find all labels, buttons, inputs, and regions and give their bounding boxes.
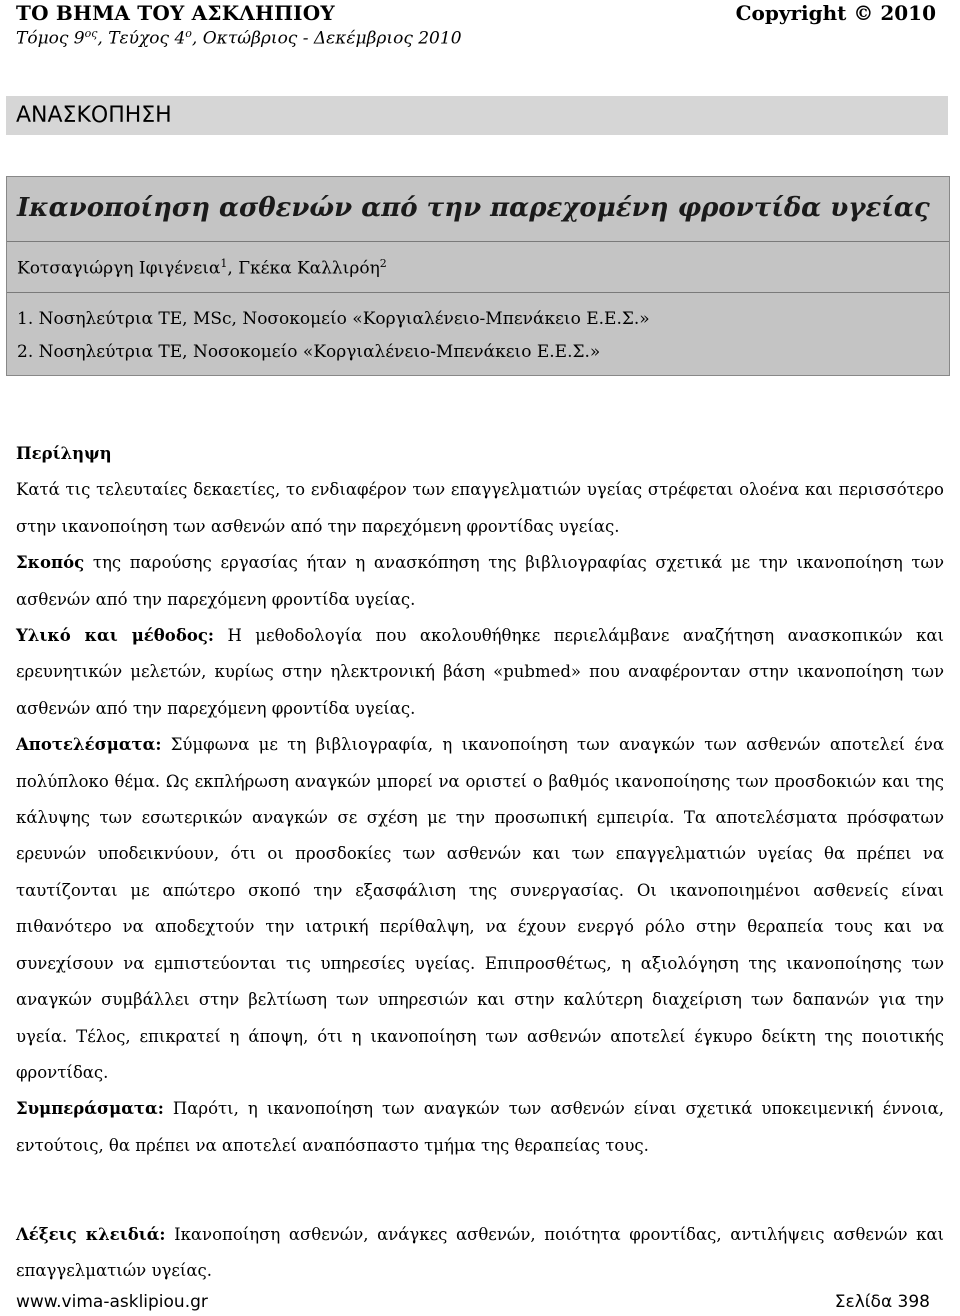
- title-divider: [7, 241, 949, 242]
- issue-volume-sup: ος: [84, 27, 98, 40]
- copyright-notice: Copyright © 2010: [735, 1, 936, 25]
- affiliation-2: 2. Νοσηλεύτρια ΤΕ, Νοσοκομείο «Κοργιαλένειο-Μπενάκειο Ε.Ε.Σ.»: [17, 342, 601, 362]
- abstract-heading: Περίληψη: [16, 444, 112, 463]
- keywords-label: Λέξεις κλειδιά:: [16, 1225, 166, 1244]
- issue-number-sup: ο: [185, 27, 192, 40]
- author-2-affiliation-mark: 2: [379, 257, 387, 270]
- abstract-methods: [16, 618, 944, 727]
- article-title-box: [6, 176, 950, 376]
- results-text: Σύμφωνα με τη βιβλιογραφία, η ικανοποίηση των αναγκών των ασθενών αποτελεί ένα πολύπλοκο θέμα. Ως εκπλήρωση αναγκών μπορεί να οριστεί ο βαθμός ικανοποίησης των προσδοκιών και της κάλυψης των εσωτερικών αναγκών σε σχέση με την προσωπική εμπειρία. Τα αποτελέσματα πρόσφατων ερευνών υποδεικνύουν, ότι οι προσδοκίες των ασθενών και των επαγγελματιών υγείας θα πρέπει να ταυτίζονται με απώτερο σκοπό την εξασφάλιση της συνεργασίας. Οι ικανοποιημένοι ασθενείς είναι πιθανότερο να αποδεχτούν την ιατρική περίθαλψη, να έχουν ενεργό ρόλο στην θεραπεία τους και να συνεχίσουν να εμπιστεύονται τις υπηρεσίες υγείας. Επιπροσθέτως, η αξιολόγηση της ικανοποίησης των αναγκών συμβάλλει στην βελτίωση των υπηρεσιών και στην καλύτερη διαχείριση των δαπανών για την υγεία. Τέλος, επικρατεί η άποψη, ότι η ικανοποίηση των ασθενών αποτελεί έγκυρο δείκτη της ποιοτικής φροντίδας.: [16, 735, 944, 1082]
- issue-number: , Τεύχος 4: [97, 28, 186, 49]
- methods-text: Η μεθοδολογία που ακολουθήθηκε περιελάμβανε αναζήτηση ανασκοπικών και ερευνητικών μελετών, κυρίως στην ηλεκτρονική βάση «pubmed» που αναφέρονταν στην ικανοποίηση των ασθενών από την παρεχόμενη φροντίδα υγείας.: [16, 626, 944, 718]
- methods-label: Υλικό και μέθοδος:: [16, 626, 214, 646]
- keywords: [16, 1217, 944, 1289]
- author-2: Γκέκα Καλλιρόη: [238, 258, 380, 279]
- abstract: [16, 436, 944, 1164]
- results-label: Αποτελέσματα:: [16, 735, 162, 755]
- author-1: Κοτσαγιώργη Ιφιγένεια: [17, 258, 221, 279]
- issue-line: [16, 27, 462, 49]
- article-title: Ικανοποίηση ασθενών από την παρεχομένη φροντίδα υγείας: [17, 193, 930, 223]
- conclusions-text: Παρότι, η ικανοποίηση των αναγκών των ασθενών είναι σχετικά υποκειμενική έννοια, εντούτοις, θα πρέπει να αποτελεί αναπόσπαστο τμήμα της θεραπείας τους.: [16, 1099, 944, 1155]
- issue-period: , Οκτώβριος - Δεκέμβριος 2010: [191, 28, 462, 49]
- abstract-results: [16, 727, 944, 1091]
- abstract-aim: [16, 545, 944, 618]
- author-1-affiliation-mark: 1: [220, 257, 228, 270]
- journal-title: ΤΟ ΒΗΜΑ ΤΟΥ ΑΣΚΛΗΠΙΟΥ: [16, 1, 335, 25]
- footer-page-number: Σελίδα 398: [834, 1292, 930, 1312]
- section-label: ΑΝΑΣΚΟΠΗΣΗ: [6, 96, 948, 135]
- author-line: [17, 257, 387, 279]
- aim-text: της παρούσης εργασίας ήταν η ανασκόπηση της βιβλιογραφίας σχετικά με την ικανοποίηση των ασθενών από την παρεχόμενη φροντίδα υγείας.: [16, 553, 944, 609]
- issue-volume: Τόμος 9: [16, 28, 85, 49]
- authors-divider: [7, 292, 949, 293]
- abstract-conclusions: [16, 1091, 944, 1164]
- affiliation-1: 1. Νοσηλεύτρια ΤΕ, MSc, Νοσοκομείο «Κοργιαλένειο-Μπενάκειο Ε.Ε.Σ.»: [17, 309, 650, 329]
- author-separator: ,: [227, 258, 239, 279]
- footer-website-link[interactable]: www.vima-asklipiou.gr: [16, 1292, 208, 1312]
- aim-label: Σκοπός: [16, 553, 85, 573]
- conclusions-label: Συμπεράσματα:: [16, 1099, 164, 1119]
- keywords-text: Ικανοποίηση ασθενών, ανάγκες ασθενών, ποιότητα φροντίδας, αντιλήψεις ασθενών και επαγγελματιών υγείας.: [16, 1225, 944, 1280]
- abstract-intro: Κατά τις τελευταίες δεκαετίες, το ενδιαφέρον των επαγγελματιών υγείας στρέφεται ολοένα και περισσότερο στην ικανοποίηση των ασθενών από την παρεχόμενη φροντίδας υγείας.: [16, 480, 944, 536]
